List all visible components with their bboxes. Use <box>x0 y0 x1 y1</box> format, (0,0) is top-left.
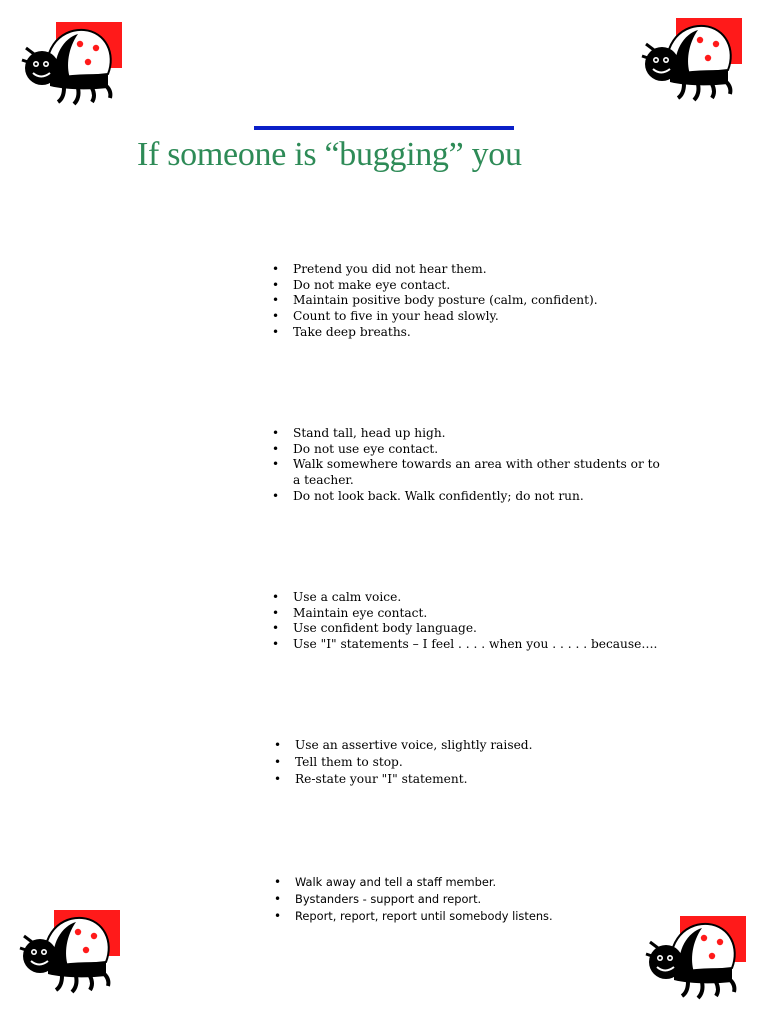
list-item: • Pretend you did not hear them. <box>272 262 663 278</box>
ladybug-icon <box>20 18 130 108</box>
list-item: • Tell them to stop. <box>274 754 665 771</box>
list-item: • Maintain positive body posture (calm, confident). <box>272 293 663 309</box>
ladybug-icon <box>640 14 750 104</box>
list-item: • Use a calm voice. <box>272 590 663 606</box>
list-item: • Use an assertive voice, slightly raised. <box>274 737 665 754</box>
title-rule <box>254 126 514 130</box>
list-item: • Take deep breaths. <box>272 325 663 341</box>
list-item: • Re-state your "I" statement. <box>274 771 665 788</box>
list-item: • Use "I" statements – I feel . . . . when you . . . . . because…. <box>272 637 663 653</box>
tip-list <box>274 737 665 788</box>
list-item: • Walk somewhere towards an area with other students or to a teacher. <box>272 457 663 488</box>
list-item: • Do not look back. Walk confidently; do not run. <box>272 489 663 505</box>
list-item: • Stand tall, head up high. <box>272 426 663 442</box>
list-item: • Do not make eye contact. <box>272 278 663 294</box>
page-title: If someone is “bugging” you <box>137 136 522 173</box>
list-item: • Count to five in your head slowly. <box>272 309 663 325</box>
tip-list <box>274 874 665 925</box>
list-item: • Maintain eye contact. <box>272 606 663 622</box>
list-item: • Report, report, report until somebody listens. <box>274 908 665 925</box>
list-item: • Do not use eye contact. <box>272 442 663 458</box>
tip-list <box>272 590 663 653</box>
tip-list <box>272 426 663 505</box>
tip-list <box>272 262 663 341</box>
ladybug-icon <box>644 912 754 1002</box>
list-item: • Bystanders - support and report. <box>274 891 665 908</box>
list-item: • Use confident body language. <box>272 621 663 637</box>
ladybug-icon <box>18 906 128 996</box>
list-item: • Walk away and tell a staff member. <box>274 874 665 891</box>
